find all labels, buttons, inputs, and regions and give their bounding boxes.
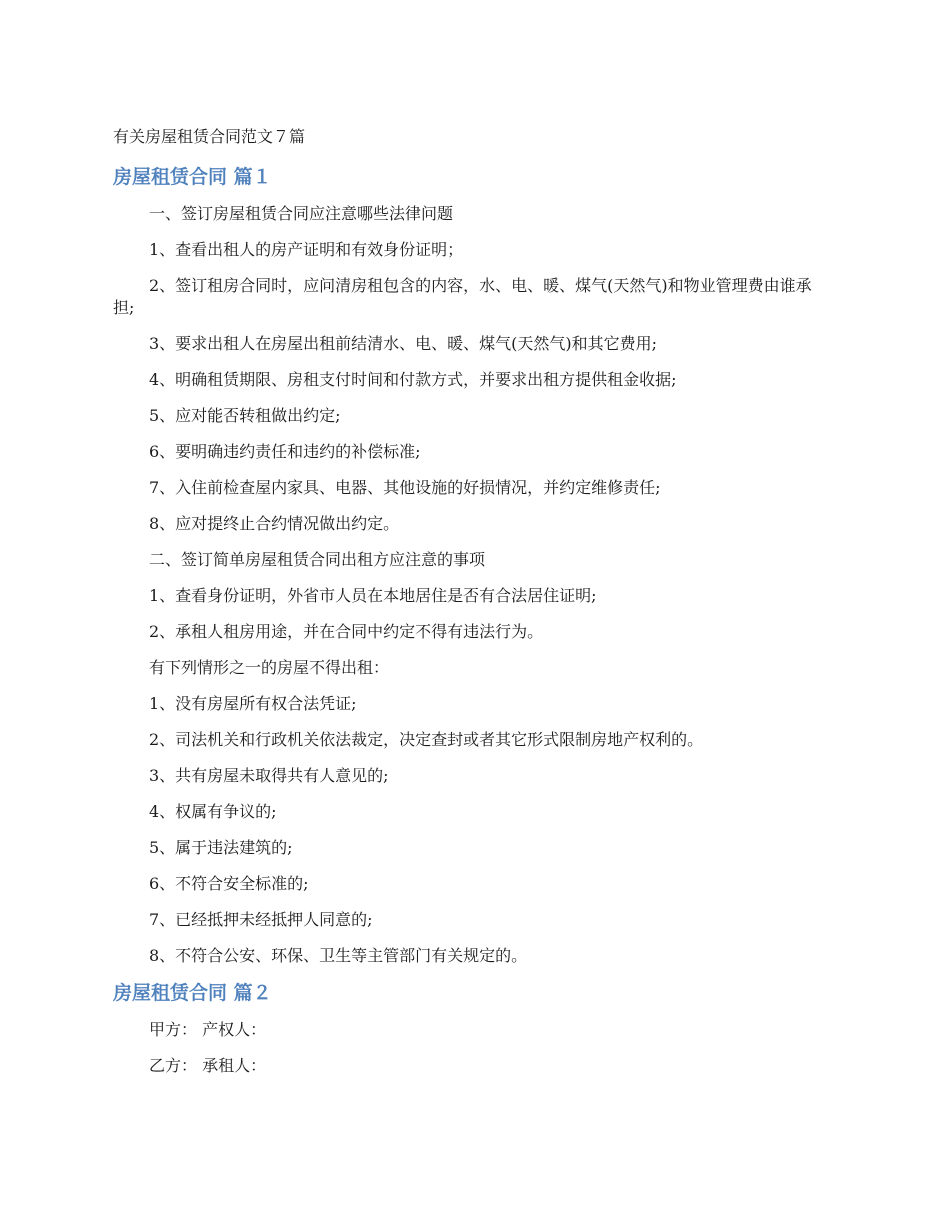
paragraph: 3、共有房屋未取得共有人意见的; [149, 766, 389, 785]
paragraph: 1、没有房屋所有权合法凭证; [149, 694, 357, 713]
paragraph: 4、权属有争议的; [149, 802, 277, 821]
paragraph: 有下列情形之一的房屋不得出租： [149, 658, 390, 677]
paragraph: 甲方： 产权人： [149, 1020, 267, 1039]
paragraph: 7、入住前检查屋内家具、电器、其他设施的好损情况，并约定维修责任; [149, 478, 661, 497]
paragraph: 2、承租人租房用途，并在合同中约定不得有违法行为。 [149, 622, 544, 641]
paragraph: 二、签订简单房屋租赁合同出租方应注意的事项 [149, 550, 486, 569]
paragraph: 8、不符合公安、环保、卫生等主管部门有关规定的。 [149, 946, 528, 965]
paragraph: 7、已经抵押未经抵押人同意的; [149, 910, 373, 929]
section-heading-2: 房屋租赁合同 篇２ [113, 982, 272, 1004]
paragraph: 5、属于违法建筑的; [149, 838, 293, 857]
paragraph: 8、应对提终止合约情况做出约定。 [149, 514, 400, 533]
paragraph: 5、应对能否转租做出约定; [149, 406, 341, 425]
paragraph: 3、要求出租人在房屋出租前结清水、电、暖、煤气(天然气)和其它费用; [149, 334, 658, 353]
paragraph: 2、司法机关和行政机关依法裁定，决定查封或者其它形式限制房地产权利的。 [149, 730, 704, 749]
paragraph: 1、查看身份证明，外省市人员在本地居住是否有合法居住证明; [149, 586, 597, 605]
paragraph: 4、明确租赁期限、房租支付时间和付款方式，并要求出租方提供租金收据; [149, 370, 677, 389]
paragraph: 2、签订租房合同时，应问清房租包含的内容，水、电、暖、煤气(天然气)和物业管理费由谁承担; [113, 276, 812, 317]
section-heading-1: 房屋租赁合同 篇１ [113, 166, 272, 188]
paragraph: 一、签订房屋租赁合同应注意哪些法律问题 [149, 204, 454, 223]
paragraph: 1、查看出租人的房产证明和有效身份证明； [149, 240, 464, 259]
document-title: 有关房屋租赁合同范文７篇 [113, 127, 306, 146]
paragraph: 6、不符合安全标准的; [149, 874, 309, 893]
paragraph: 乙方： 承租人： [149, 1056, 267, 1075]
paragraph: 6、要明确违约责任和违约的补偿标准; [149, 442, 421, 461]
